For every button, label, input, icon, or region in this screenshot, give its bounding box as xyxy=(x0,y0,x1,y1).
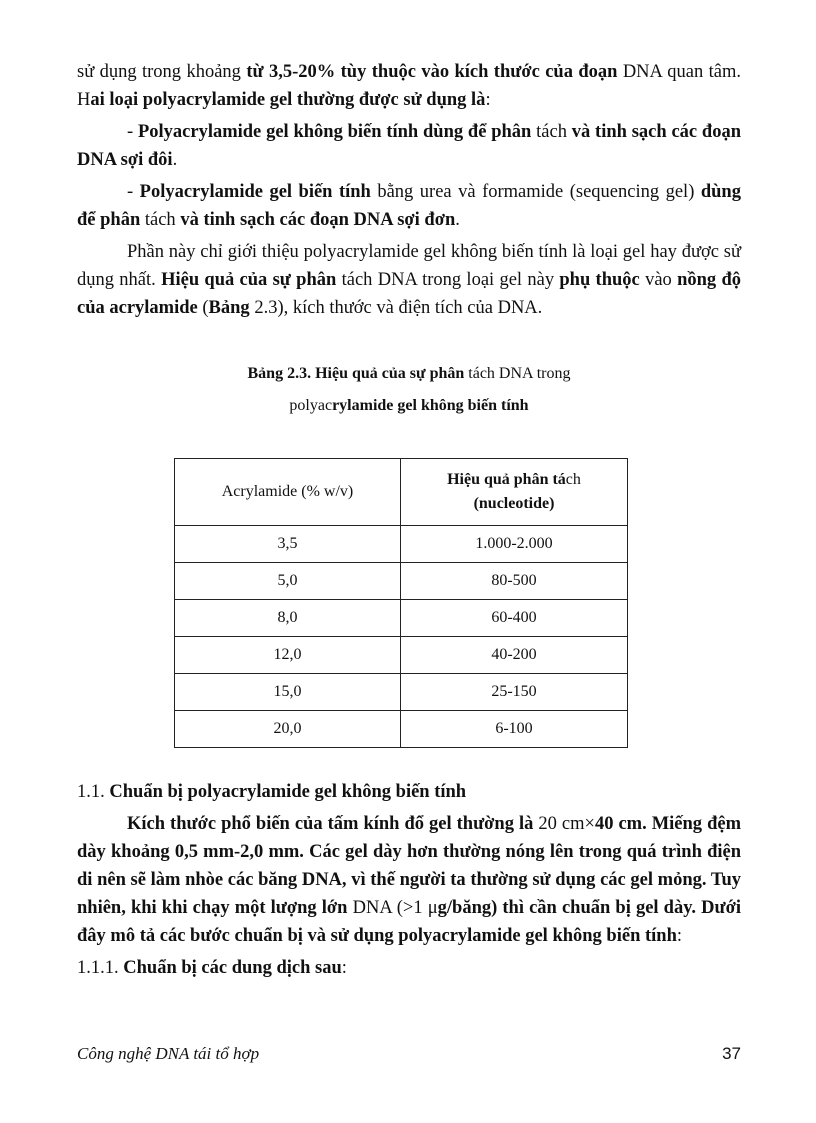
text-run: polyac xyxy=(289,397,333,414)
page-footer xyxy=(77,1044,741,1070)
text-run: - xyxy=(127,182,140,202)
text-run: vào xyxy=(639,270,678,290)
text-run-bold: Bảng xyxy=(208,298,250,318)
table-caption-line1 xyxy=(77,358,741,390)
cell-efficiency: 40-200 xyxy=(401,637,628,674)
text-run: : xyxy=(676,926,683,946)
table-row xyxy=(175,526,628,563)
cell-acrylamide: 3,5 xyxy=(175,526,401,563)
text-run: ( xyxy=(197,298,209,318)
text-run-bold: Bảng 2.3. Hiệu quả của sự phân xyxy=(247,365,465,382)
cell-acrylamide: 12,0 xyxy=(175,637,401,674)
cell-acrylamide: 15,0 xyxy=(175,674,401,711)
section-heading xyxy=(77,778,741,806)
text-run-bold: 40 cm. Miếng đệm dày khoảng 0,5 mm-2,0 mm. Các gel dày hơn thường nóng lên trong quá trình điện di nên sẽ làm nhòe các băng DNA, vì thế người ta thường sử dụng các gel mỏng. Tuy nhiên, khi khi chạy một lượng lớn xyxy=(77,814,741,918)
text-run-bold: nồng độ của acrylamide xyxy=(77,270,741,318)
cell-efficiency: 60-400 xyxy=(401,600,628,637)
text-run: . xyxy=(455,210,460,230)
text-run: tách xyxy=(140,210,181,230)
paragraph-intro xyxy=(77,58,741,114)
cell-efficiency: 80-500 xyxy=(401,563,628,600)
cell-efficiency: 6-100 xyxy=(401,711,628,748)
text-run-bold: Hiệu quả phân tá xyxy=(447,471,566,488)
acrylamide-efficiency-table xyxy=(174,458,628,748)
text-run: 2.3), kích thước và điện tích của DNA. xyxy=(249,298,543,318)
text-run-bold: và tinh sạch các đoạn DNA sợi đơn xyxy=(180,210,456,230)
cell-acrylamide: 8,0 xyxy=(175,600,401,637)
table-row xyxy=(175,674,628,711)
text-run: tách DNA trong loại gel này xyxy=(336,270,560,290)
section-number: 1.1. xyxy=(77,782,110,802)
paragraph-efficiency xyxy=(77,238,741,322)
text-run: 20 cm× xyxy=(533,814,595,834)
cell-efficiency: 1.000-2.000 xyxy=(401,526,628,563)
text-run-bold: phụ thuộc xyxy=(559,270,640,290)
cell-acrylamide: 20,0 xyxy=(175,711,401,748)
table-row xyxy=(175,600,628,637)
text-run: - xyxy=(127,122,138,142)
header-acrylamide: Acrylamide (% w/v) xyxy=(175,459,401,526)
text-run-bold: và tinh sạch các đoạn DNA sợi đôi xyxy=(77,122,742,170)
text-run: tách xyxy=(531,122,572,142)
paragraph-preparation xyxy=(77,810,741,950)
text-run-bold: Kích thước phổ biến của tấm kính đổ gel thường là xyxy=(127,814,534,834)
text-run-bold: dùng để phân xyxy=(77,182,741,230)
table-row xyxy=(175,563,628,600)
text-run: . xyxy=(172,150,178,170)
footer-book-title: Công nghệ DNA tái tổ hợp xyxy=(77,1044,260,1063)
bullet-denaturing xyxy=(77,178,741,234)
text-run-bold: Hiệu quả của sự phân xyxy=(161,270,337,290)
text-run: tách DNA trong xyxy=(464,365,571,382)
text-run: bằng urea và formamide (sequencing gel) xyxy=(370,182,701,202)
text-run-bold: Polyacrylamide gel biến tính xyxy=(139,182,371,202)
table-caption xyxy=(77,358,741,422)
subsection-number: 1.1.1. xyxy=(77,958,124,978)
subsection-heading xyxy=(77,954,741,982)
cell-efficiency: 25-150 xyxy=(401,674,628,711)
table-row xyxy=(175,637,628,674)
text-run: sử dụng trong khoảng xyxy=(77,62,247,82)
section-title: Chuẩn bị polyacrylamide gel không biến tính xyxy=(109,782,467,802)
text-run-bold: g/băng) thì cần chuẩn bị gel dày. Dưới đây mô tả các bước chuẩn bị và sử dụng polyacrylamide gel không biến tính xyxy=(77,898,742,946)
bullet-nondenaturing xyxy=(77,118,741,174)
page-content xyxy=(77,58,741,982)
text-run: Phần này chỉ giới thiệu polyacrylamide gel không biến tính là loại gel hay được sử dụng nhất. xyxy=(77,242,741,290)
header-efficiency xyxy=(401,459,628,526)
table-header-row xyxy=(175,459,628,526)
text-run: : xyxy=(485,90,491,110)
text-run: DNA (>1 μ xyxy=(347,898,438,918)
cell-acrylamide: 5,0 xyxy=(175,563,401,600)
text-run-bold: rylamide gel không biến tính xyxy=(332,397,529,414)
page-number: 37 xyxy=(722,1044,741,1063)
table-row xyxy=(175,711,628,748)
text-run-bold: (nucleotide) xyxy=(473,495,555,512)
text-run: DNA quan tâm. H xyxy=(77,62,741,110)
text-run: : xyxy=(341,958,347,978)
subsection-title: Chuẩn bị các dung dịch sau xyxy=(123,958,342,978)
text-run-bold: từ 3,5-20% tùy thuộc vào kích thước của đoạn xyxy=(246,62,618,82)
text-run: ch xyxy=(565,471,581,488)
text-run-bold: ai loại polyacrylamide gel thường được sử dụng là xyxy=(90,90,486,110)
text-run-bold: Polyacrylamide gel không biến tính dùng để phân xyxy=(137,122,532,142)
table-caption-line2 xyxy=(77,390,741,422)
